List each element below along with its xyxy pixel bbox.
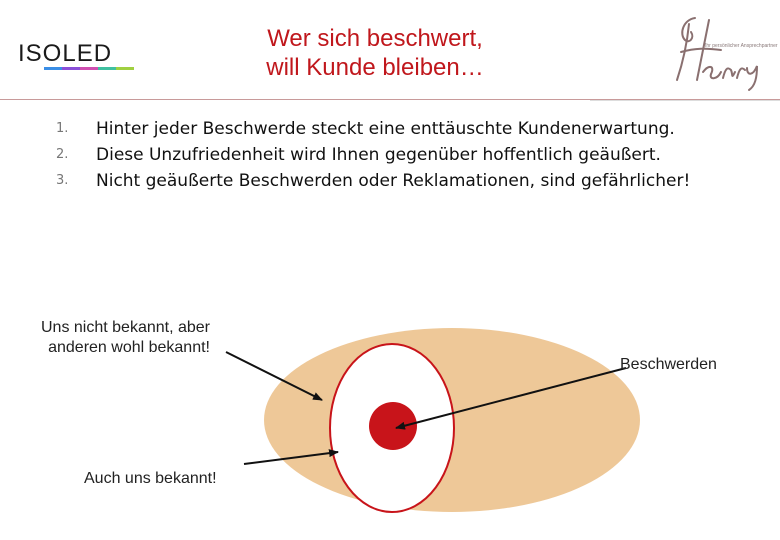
key-point-text: Hinter jeder Beschwerde steckt eine enttäuschte Kundenerwartung. (96, 119, 675, 139)
key-point-number: 3. (56, 173, 69, 188)
expressed-complaints-circle (369, 402, 417, 450)
key-point-text: Diese Unzufriedenheit wird Ihnen gegenüber hoffentlich geäußert. (96, 145, 661, 165)
key-point-number: 1. (56, 121, 69, 136)
slide-title-line-2: will Kunde bleiben… (266, 54, 484, 81)
label-known-to-us: Auch uns bekannt! (84, 470, 217, 487)
isoled-logo-text: ISOLED (18, 40, 113, 67)
label-complaints: Beschwerden (620, 356, 717, 373)
key-point-number: 2. (56, 147, 69, 162)
label-unknown-to-us: Uns nicht bekannt, aber anderen wohl bekannt! (41, 319, 210, 356)
henry-tagline: Ihr persönlicher Ansprechpartner (705, 43, 778, 49)
key-point-text: Nicht geäußerte Beschwerden oder Reklamationen, sind gefährlicher! (96, 171, 691, 191)
slide-title-line-1: Wer sich beschwert, (267, 25, 483, 52)
